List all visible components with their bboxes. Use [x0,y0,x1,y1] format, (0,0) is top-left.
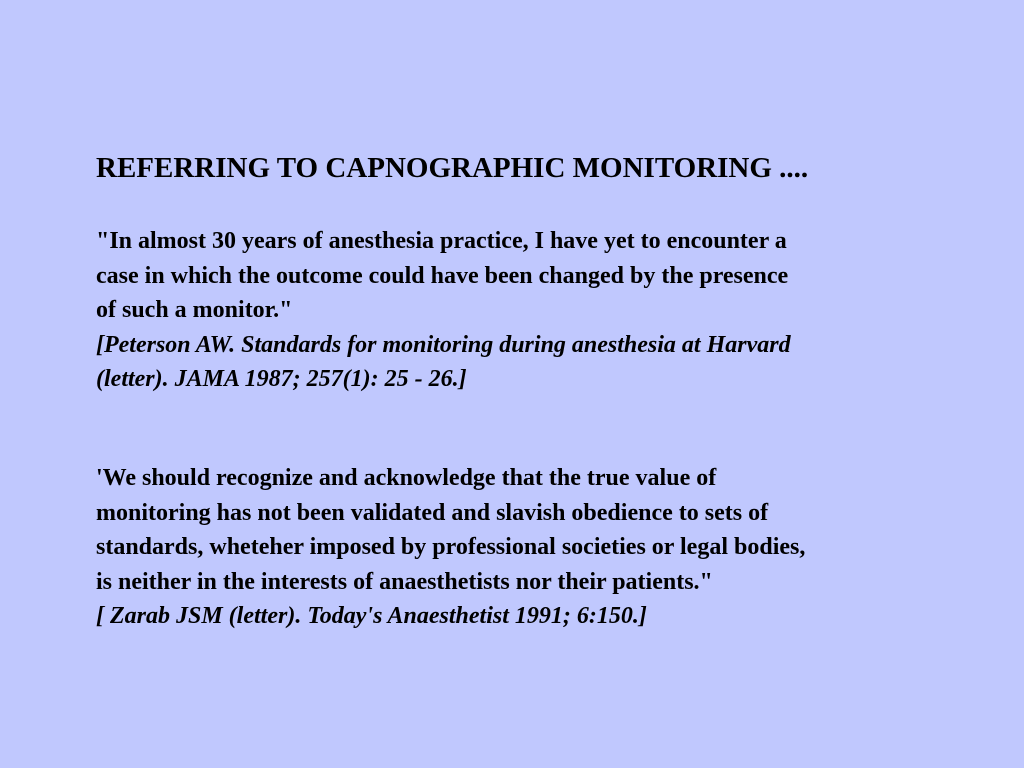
quote-line: is neither in the interests of anaesthetists nor their patients." [96,568,713,595]
quote-block-zarab [96,461,956,634]
citation-line: (letter). JAMA 1987; 257(1): 25 - 26.] [96,366,467,392]
slide-title: REFERRING TO CAPNOGRAPHIC MONITORING .... [96,152,809,184]
quote-line: 'We should recognize and acknowledge that the true value of [96,465,717,491]
quote-line: monitoring has not been validated and slavish obedience to sets of [96,499,769,526]
quote-block-peterson [96,224,956,397]
quote-line: standards, wheteher imposed by professional societies or legal bodies, [96,534,806,560]
citation-line: [ Zarab JSM (letter). Today's Anaesthetist 1991; 6:150.] [96,603,647,629]
quote-line: "In almost 30 years of anesthesia practice, I have yet to encounter a [96,228,787,254]
quote-line: case in which the outcome could have been changed by the presence [96,262,789,289]
quote-line: of such a monitor." [96,297,293,323]
citation-line: [Peterson AW. Standards for monitoring during anesthesia at Harvard [96,331,791,358]
